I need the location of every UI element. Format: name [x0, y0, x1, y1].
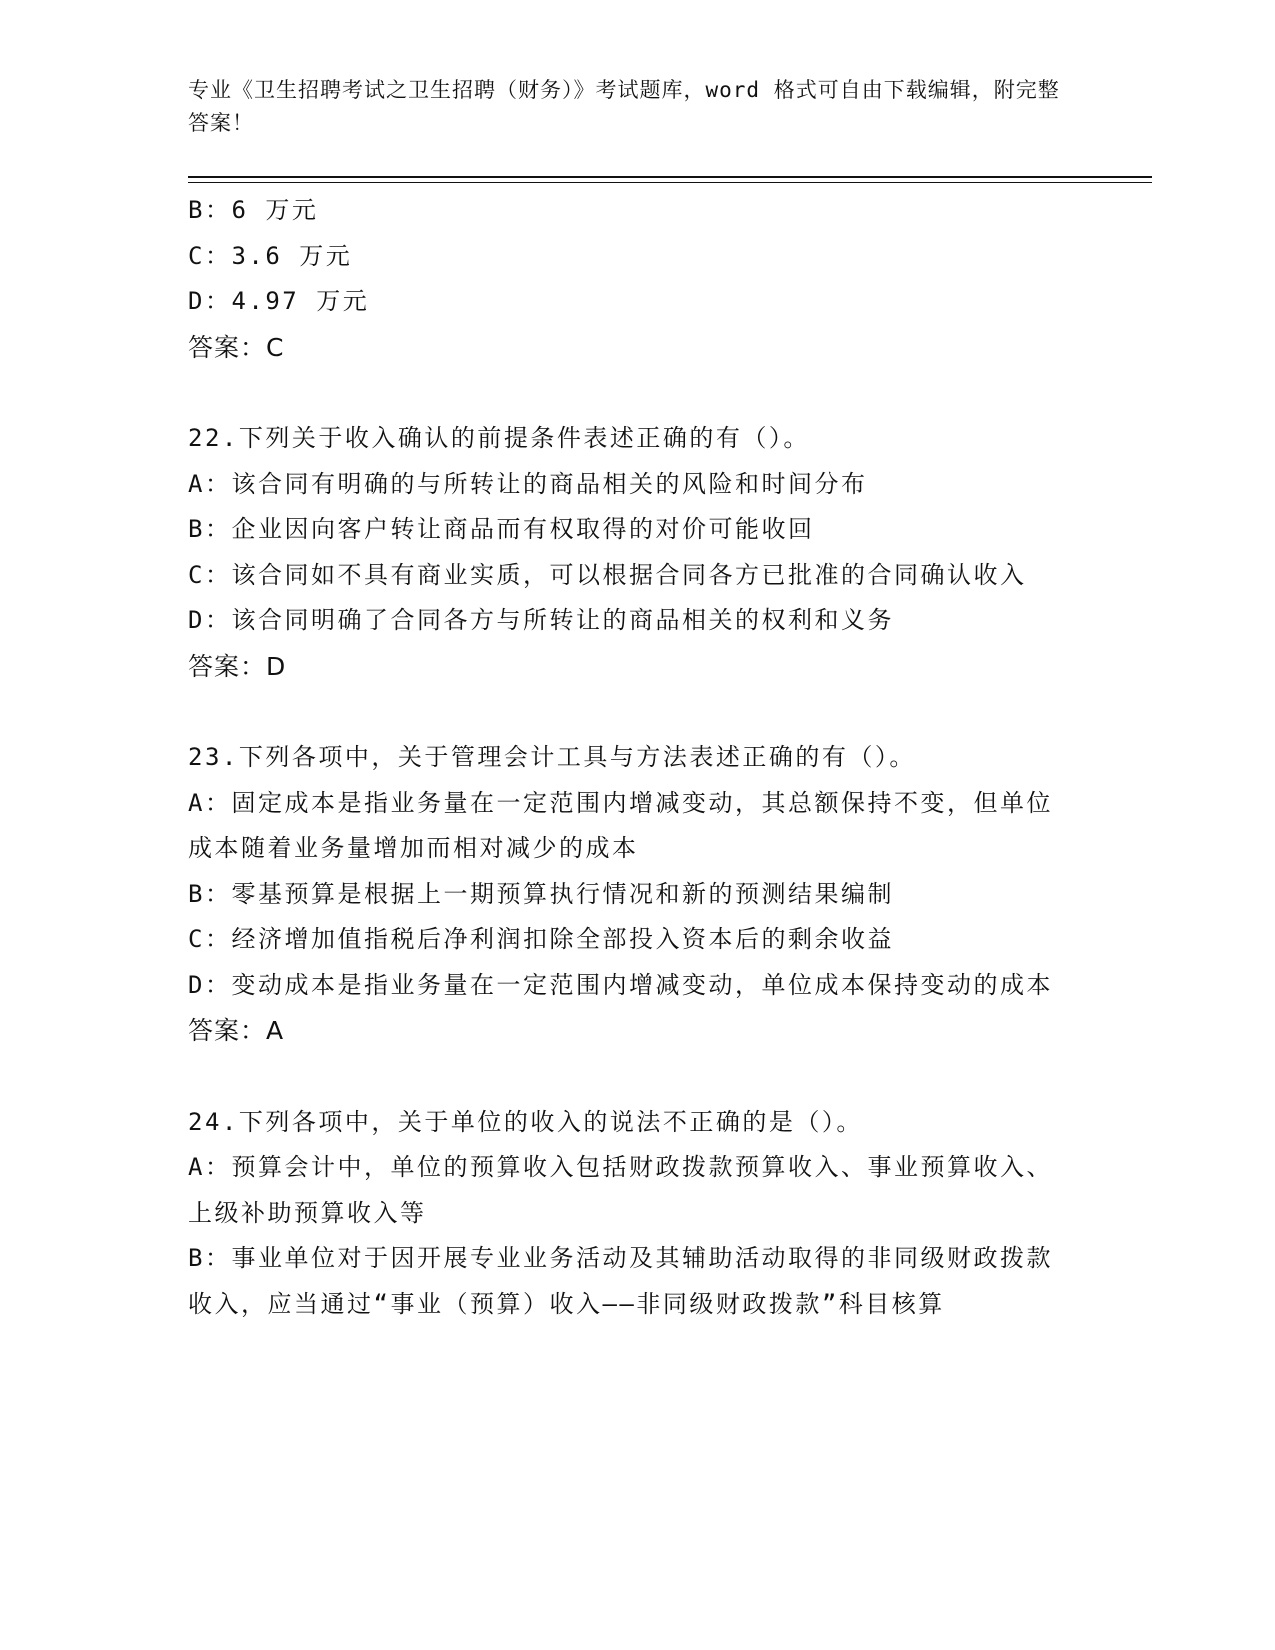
option-d: D：该合同明确了合同各方与所转让的商品相关的权利和义务	[188, 606, 894, 634]
question-23	[188, 735, 1078, 1054]
option-b: B：零基预算是根据上一期预算执行情况和新的预测结果编制	[188, 879, 894, 908]
option-b: B：事业单位对于因开展专业业务活动及其辅助活动取得的非同级财政拨款收入，应当通过“事业（预算）收入——非同级财政拨款”科目核算	[188, 1244, 1053, 1318]
option-c: C：经济增加值指税后净利润扣除全部投入资本后的剩余收益	[188, 925, 894, 953]
answer-line: 答案：A	[188, 1016, 285, 1045]
option-b: B：6 万元	[188, 196, 319, 224]
option-b: B：企业因向客户转让商品而有权取得的对价可能收回	[188, 515, 815, 543]
option-c: C：3.6 万元	[188, 241, 353, 270]
option-d: D：4.97 万元	[188, 287, 370, 315]
option-a: A：固定成本是指业务量在一定范围内增减变动，其总额保持不变，但单位成本随着业务量增加而相对减少的成本	[188, 788, 1053, 862]
header-rule-thick	[188, 176, 1152, 178]
previous-question-tail	[188, 188, 1078, 370]
question-22	[188, 416, 1078, 689]
option-a: A：该合同有明确的与所转让的商品相关的风险和时间分布	[188, 469, 868, 498]
document-body	[188, 188, 1078, 1327]
question-stem: 23.下列各项中，关于管理会计工具与方法表述正确的有（）。	[188, 743, 916, 771]
option-c: C：该合同如不具有商业实质，可以根据合同各方已批准的合同确认收入	[188, 560, 1027, 589]
answer-line: 答案：C	[188, 332, 285, 362]
header-rule-thin	[188, 182, 1152, 183]
question-24	[188, 1100, 1078, 1328]
option-a: A：预算会计中，单位的预算收入包括财政拨款预算收入、事业预算收入、上级补助预算收入等	[188, 1153, 1053, 1227]
question-stem: 24.下列各项中，关于单位的收入的说法不正确的是（）。	[188, 1107, 863, 1136]
option-d: D：变动成本是指业务量在一定范围内增减变动，单位成本保持变动的成本	[188, 970, 1053, 999]
document-header: 专业《卫生招聘考试之卫生招聘（财务）》考试题库，word 格式可自由下载编辑，附完整答案！	[188, 78, 1060, 135]
answer-line: 答案：D	[188, 651, 287, 681]
question-stem: 22.下列关于收入确认的前提条件表述正确的有（）。	[188, 424, 810, 452]
